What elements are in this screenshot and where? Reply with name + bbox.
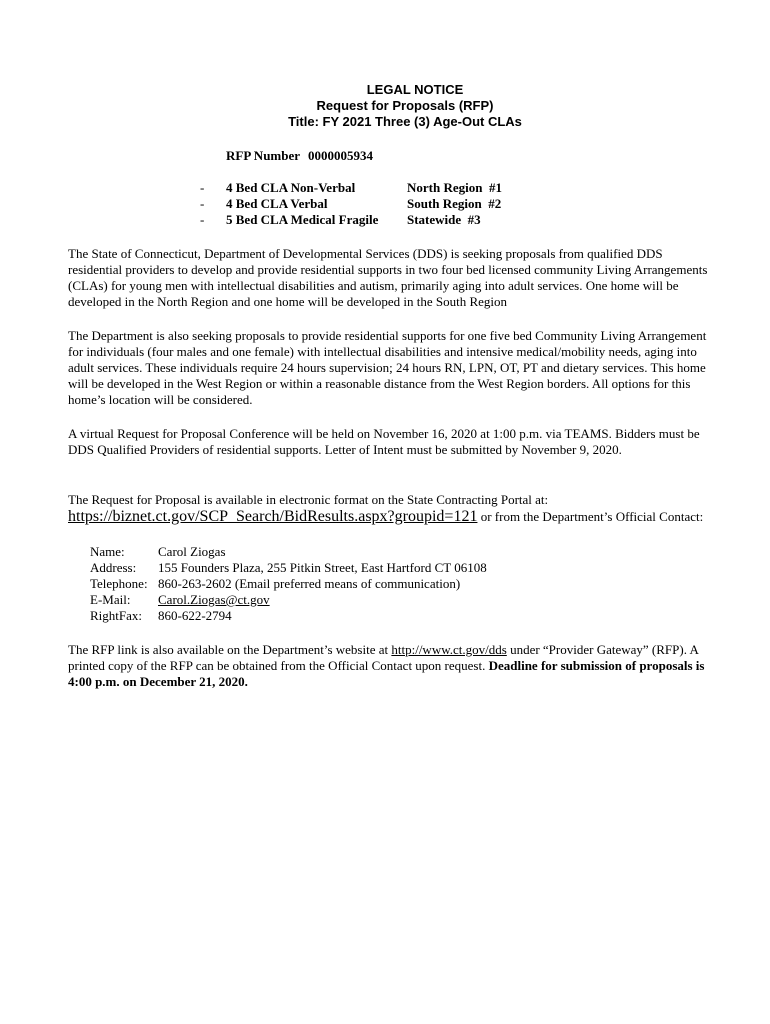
cla-name: 4 Bed CLA Non-Verbal bbox=[226, 180, 356, 195]
cla-region: Statewide #3 bbox=[407, 212, 481, 227]
rfp-number-value: 0000005934 bbox=[308, 148, 374, 163]
closing-text-1: The RFP link is also available on the Department’s website at bbox=[68, 642, 392, 657]
paragraph-overview: The State of Connecticut, Department of Developmental Services (DDS) is seeking proposals from qualified DDS residential providers to develop and provide residential supports in two four bed licensed community Living Arrangements (CLAs) for young men with intellectual disabilities and autism, primarily aging into adult services. One home will be developed in the North Region and one home will be developed in the South Region bbox=[68, 246, 708, 309]
cla-list bbox=[200, 180, 560, 228]
cla-name: 4 Bed CLA Verbal bbox=[226, 196, 328, 211]
list-item bbox=[200, 180, 560, 196]
contact-row-email bbox=[90, 592, 590, 608]
portal-line bbox=[68, 509, 728, 525]
contact-email-link[interactable]: Carol.Ziogas@ct.gov bbox=[158, 592, 270, 607]
rfp-number-label: RFP Number bbox=[226, 148, 301, 163]
contact-name-label: Name: bbox=[90, 544, 125, 559]
cla-name: 5 Bed CLA Medical Fragile bbox=[226, 212, 379, 227]
contact-address: 155 Founders Plaza, 255 Pitkin Street, East Hartford CT 06108 bbox=[158, 560, 487, 575]
contact-name: Carol Ziogas bbox=[158, 544, 226, 559]
contact-email-label: E-Mail: bbox=[90, 592, 131, 607]
list-dash: - bbox=[200, 180, 205, 195]
paragraph-conference: A virtual Request for Proposal Conference will be held on November 16, 2020 at 1:00 p.m. via TEAMS. Bidders must be DDS Qualified Providers of residential supports. Letter of Intent must be submitted by November 9, 2020. bbox=[68, 426, 700, 457]
cla-region: South Region #2 bbox=[407, 196, 502, 211]
list-item bbox=[200, 212, 560, 228]
contact-phone-label: Telephone: bbox=[90, 576, 148, 591]
portal-link[interactable]: https://biznet.ct.gov/SCP_Search/BidResults.aspx?groupid=121 bbox=[68, 508, 478, 525]
notice-header bbox=[0, 82, 770, 130]
list-dash: - bbox=[200, 212, 205, 227]
legal-notice-title: LEGAL NOTICE bbox=[366, 82, 464, 97]
contact-row-name bbox=[90, 544, 590, 560]
contact-phone: 860-263-2602 (Email preferred means of communication) bbox=[158, 576, 461, 591]
contact-row-address bbox=[90, 560, 590, 576]
portal-suffix: or from the Department’s Official Contact: bbox=[477, 509, 704, 524]
cla-region: North Region #1 bbox=[407, 180, 502, 195]
list-item bbox=[200, 196, 560, 212]
rfp-subtitle: Request for Proposals (RFP) bbox=[316, 98, 494, 113]
paragraph-availability: The Request for Proposal is available in electronic format on the State Contracting Portal at: bbox=[68, 492, 549, 507]
deadline-text: Deadline for submission of proposals is 4:00 p.m. on December 21, 2020. bbox=[68, 658, 705, 689]
rfp-number bbox=[226, 148, 373, 164]
dds-website-link[interactable]: http://www.ct.gov/dds bbox=[391, 642, 507, 657]
rfp-title: Title: FY 2021 Three (3) Age-Out CLAs bbox=[288, 114, 522, 129]
contact-fax: 860-622-2794 bbox=[158, 608, 232, 623]
list-dash: - bbox=[200, 196, 205, 211]
paragraph-five-bed: The Department is also seeking proposals to provide residential supports for one five bed Community Living Arrangement for individuals (four males and one female) with intellectual disabilities and intensive medical/mobility needs, aging into adult services. These individuals require 24 hours supervision; 24 hours RN, LPN, OT, PT and dietary services. This home will be developed in the West Region or within a reasonable distance from the West Region borders. All options for this home’s location will be considered. bbox=[68, 328, 707, 407]
contact-row-fax bbox=[90, 608, 590, 624]
contact-row-phone bbox=[90, 576, 590, 592]
closing-text-2: under “Provider Gateway” (RFP). A printed copy of the RFP can be obtained from the Official Contact upon request. bbox=[68, 642, 699, 673]
contact-address-label: Address: bbox=[90, 560, 137, 575]
paragraph-closing bbox=[68, 642, 708, 690]
contact-fax-label: RightFax: bbox=[90, 608, 143, 623]
contact-block bbox=[90, 544, 590, 624]
